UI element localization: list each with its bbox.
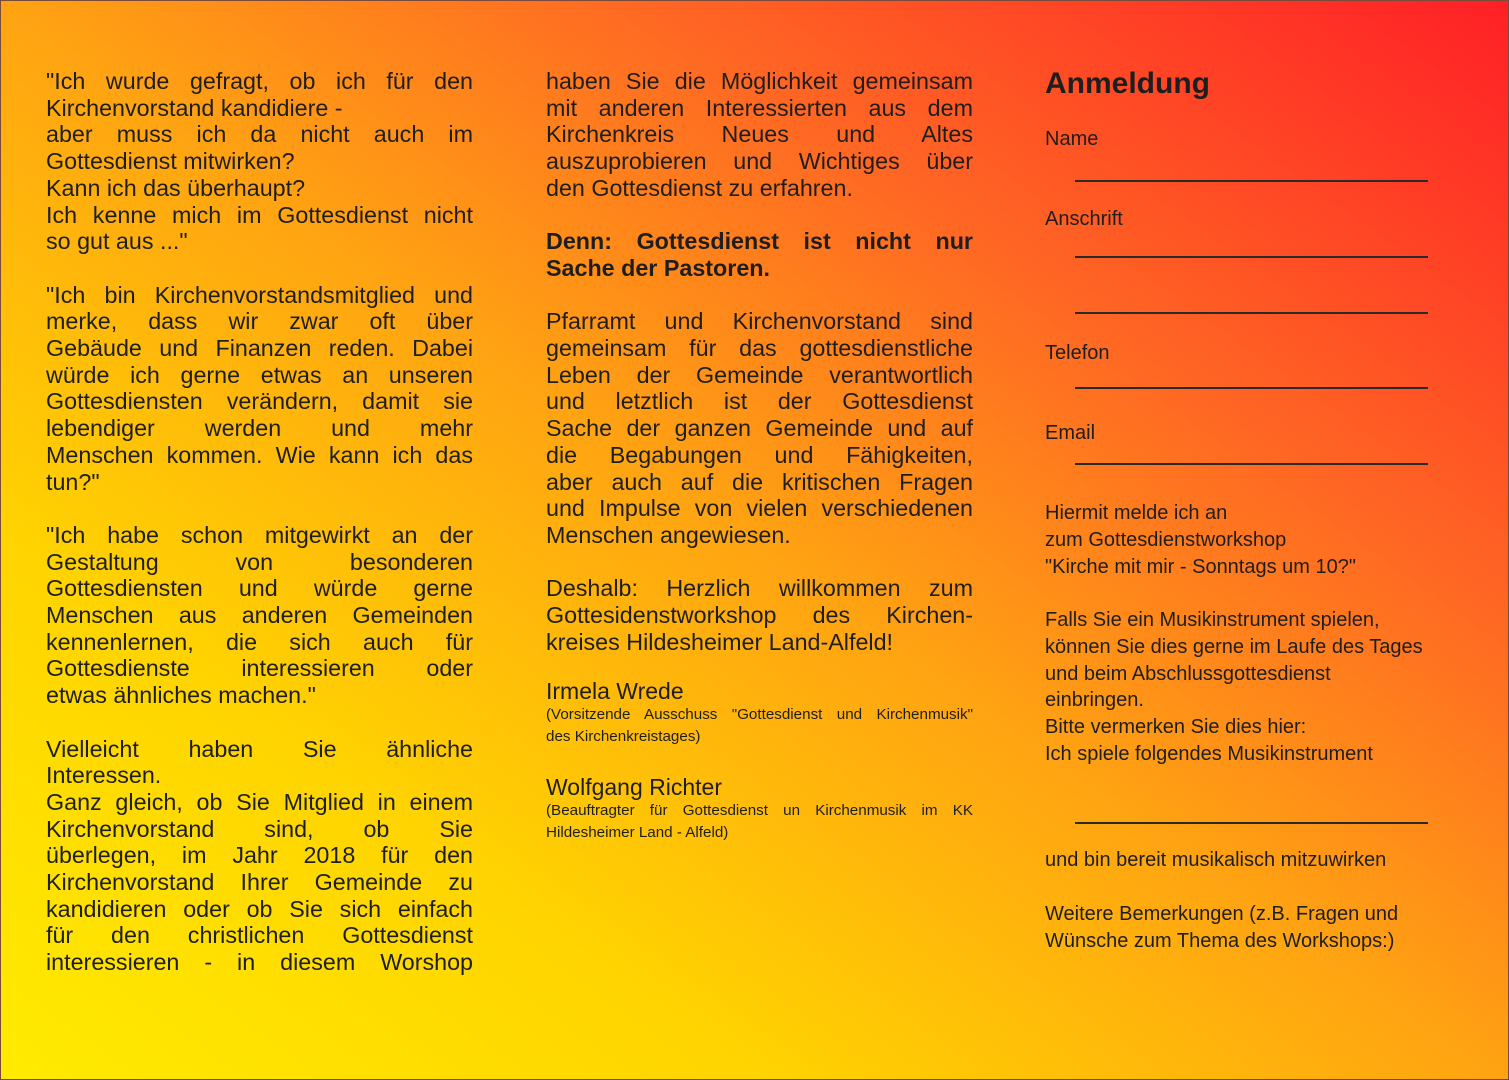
form-title: Anmeldung — [1045, 67, 1210, 100]
text-line: lebendiger werden und mehr — [46, 415, 473, 442]
text-line: Menschen kommen. Wie kann ich das — [46, 441, 473, 468]
address-label: Anschrift — [1045, 208, 1123, 230]
text-line: Gottesdiensten und würde gerne — [46, 575, 473, 602]
text-line: und Impulse von vielen verschiedenen — [546, 495, 973, 522]
text-line: Kirchenvorstand kandidiere - — [46, 94, 343, 121]
signature-block-richter — [546, 774, 973, 874]
paragraph-quote-2 — [46, 282, 473, 496]
text-line: interessieren - in diesem Worshop — [46, 949, 473, 976]
signature-role — [546, 704, 973, 748]
paragraph-opportunity — [546, 68, 973, 202]
text-line: Wünsche zum Thema des Workshops:) — [1045, 929, 1395, 952]
paragraph-responsibility — [546, 308, 973, 548]
text-line: kreises Hildesheimer Land-Alfeld! — [546, 628, 894, 655]
text-line: und letztlich ist der Gottesdienst — [546, 388, 973, 415]
text-line: für den christlichen Gottesdienst — [46, 922, 473, 949]
instrument-field-line[interactable] — [1075, 822, 1428, 824]
text-line: Pfarramt und Kirchenvorstand sind — [546, 308, 973, 335]
paragraph-emphasis — [546, 228, 973, 281]
text-line: die Begabungen und Fähigkeiten, — [546, 441, 973, 468]
text-line: Kirchenvorstand sind, ob Sie — [46, 815, 473, 842]
address-field-line-1[interactable] — [1075, 256, 1428, 258]
paragraph-quote-3 — [46, 522, 473, 709]
text-line: mit anderen Interessierten aus dem — [546, 94, 973, 121]
text-line: Hiermit melde ich an — [1045, 502, 1228, 524]
text-line: Kann ich das überhaupt? — [46, 174, 306, 201]
paragraph-quote-1 — [46, 68, 473, 255]
text-line: Gottesdienst mitwirken? — [46, 148, 295, 175]
text-line: Gottesdiensten verändern, damit sie — [46, 388, 473, 415]
text-line: gemeinsam für das gottesdienstliche — [546, 335, 973, 361]
email-field-line[interactable] — [1075, 463, 1428, 465]
text-line: etwas ähnliches machen." — [46, 682, 316, 709]
text-line: aber auch auf die kritischen Fragen — [546, 468, 973, 495]
text-line: Menschen aus anderen Gemeinden — [46, 602, 473, 629]
text-line: Menschen angewiesen. — [546, 521, 791, 548]
instrument-statement — [1045, 607, 1465, 768]
text-line: Bitte vermerken Sie dies hier: — [1045, 716, 1307, 739]
text-line: "Ich wurde gefragt, ob ich für den — [46, 68, 473, 94]
text-line: kennenlernen, die sich auch für — [46, 628, 473, 655]
text-line: haben Sie die Möglichkeit gemeinsam — [546, 68, 973, 94]
text-line: Vielleicht haben Sie ähnliche — [46, 735, 473, 762]
text-line: Ganz gleich, ob Sie Mitglied in einem — [46, 788, 473, 815]
text-line: (Vorsitzende Ausschuss "Gottesdienst und Kirchenmusik" — [546, 706, 973, 723]
text-line: (Beauftragter für Gottesdienst un Kirchenmusik im KK — [546, 802, 973, 819]
text-line: so gut aus ..." — [46, 228, 188, 255]
text-line: kandidieren oder ob Sie sich einfach — [46, 895, 473, 922]
text-line: "Ich habe schon mitgewirkt an der — [46, 521, 473, 548]
text-line: Interessen. — [46, 762, 162, 789]
text-line: Ich kenne mich im Gottesdienst nicht — [46, 201, 473, 228]
text-line: merke, dass wir zwar oft über — [46, 308, 473, 335]
text-line: einbringen. — [1045, 689, 1144, 712]
text-line: Kirchenkreis Neues und Altes — [546, 121, 973, 148]
text-line: des Kirchenkreistages) — [546, 728, 701, 745]
signature-block-wrede — [546, 678, 973, 778]
text-line: Gestaltung von besonderen — [46, 548, 473, 575]
left-column — [46, 68, 473, 976]
text-line: Denn: Gottesdienst ist nicht nur — [546, 228, 973, 255]
text-line: Ich spiele folgendes Musikinstrument — [1045, 742, 1373, 765]
text-line: aber muss ich da nicht auch im — [46, 121, 473, 148]
text-line: Sache der Pastoren. — [546, 254, 771, 281]
paragraph-invitation — [46, 736, 473, 976]
text-line: zum Gottesdienstworkshop — [1045, 528, 1287, 551]
name-field-line[interactable] — [1075, 180, 1428, 182]
text-line: und beim Abschlussgottesdienst — [1045, 662, 1331, 685]
signature-name: Irmela Wrede — [546, 678, 684, 704]
text-line: Weitere Bemerkungen (z.B. Fragen und — [1045, 903, 1399, 925]
name-label: Name — [1045, 128, 1099, 150]
text-line: Gottesidenstworkshop des Kirchen- — [546, 602, 973, 629]
middle-column — [546, 68, 973, 655]
text-line: "Kirche mit mir - Sonntags um 10?" — [1045, 555, 1356, 578]
ready-statement: und bin bereit musikalisch mitzuwirken — [1045, 849, 1387, 871]
text-line: Hildesheimer Land - Alfeld) — [546, 824, 729, 841]
signature-name: Wolfgang Richter — [546, 774, 722, 800]
text-line: auszuprobieren und Wichtiges über — [546, 148, 973, 175]
text-line: Kirchenvorstand Ihrer Gemeinde zu — [46, 869, 473, 896]
signature-role — [546, 800, 973, 844]
text-line: würde ich gerne etwas an unseren — [46, 361, 473, 388]
text-line: "Ich bin Kirchenvorstandsmitglied und — [46, 281, 473, 308]
text-line: tun?" — [46, 468, 100, 495]
text-line: Gebäude und Finanzen reden. Dabei — [46, 335, 473, 362]
email-label: Email — [1045, 422, 1096, 444]
text-line: Sache der ganzen Gemeinde und auf — [546, 415, 973, 442]
text-line: können Sie dies gerne im Laufe des Tages — [1045, 635, 1423, 658]
paragraph-welcome — [546, 575, 973, 655]
text-line: Gottesdienste interessieren oder — [46, 655, 473, 682]
text-line: Deshalb: Herzlich willkommen zum — [546, 575, 973, 602]
registration-statement — [1045, 500, 1465, 580]
phone-label: Telefon — [1045, 342, 1110, 364]
text-line: überlegen, im Jahr 2018 für den — [46, 842, 473, 869]
text-line: den Gottesdienst zu erfahren. — [546, 174, 853, 201]
text-line: Leben der Gemeinde verantwortlich — [546, 361, 973, 388]
phone-field-line[interactable] — [1075, 387, 1428, 389]
text-line: Falls Sie ein Musikinstrument spielen, — [1045, 609, 1380, 631]
remarks-label — [1045, 901, 1465, 955]
address-field-line-2[interactable] — [1075, 312, 1428, 314]
